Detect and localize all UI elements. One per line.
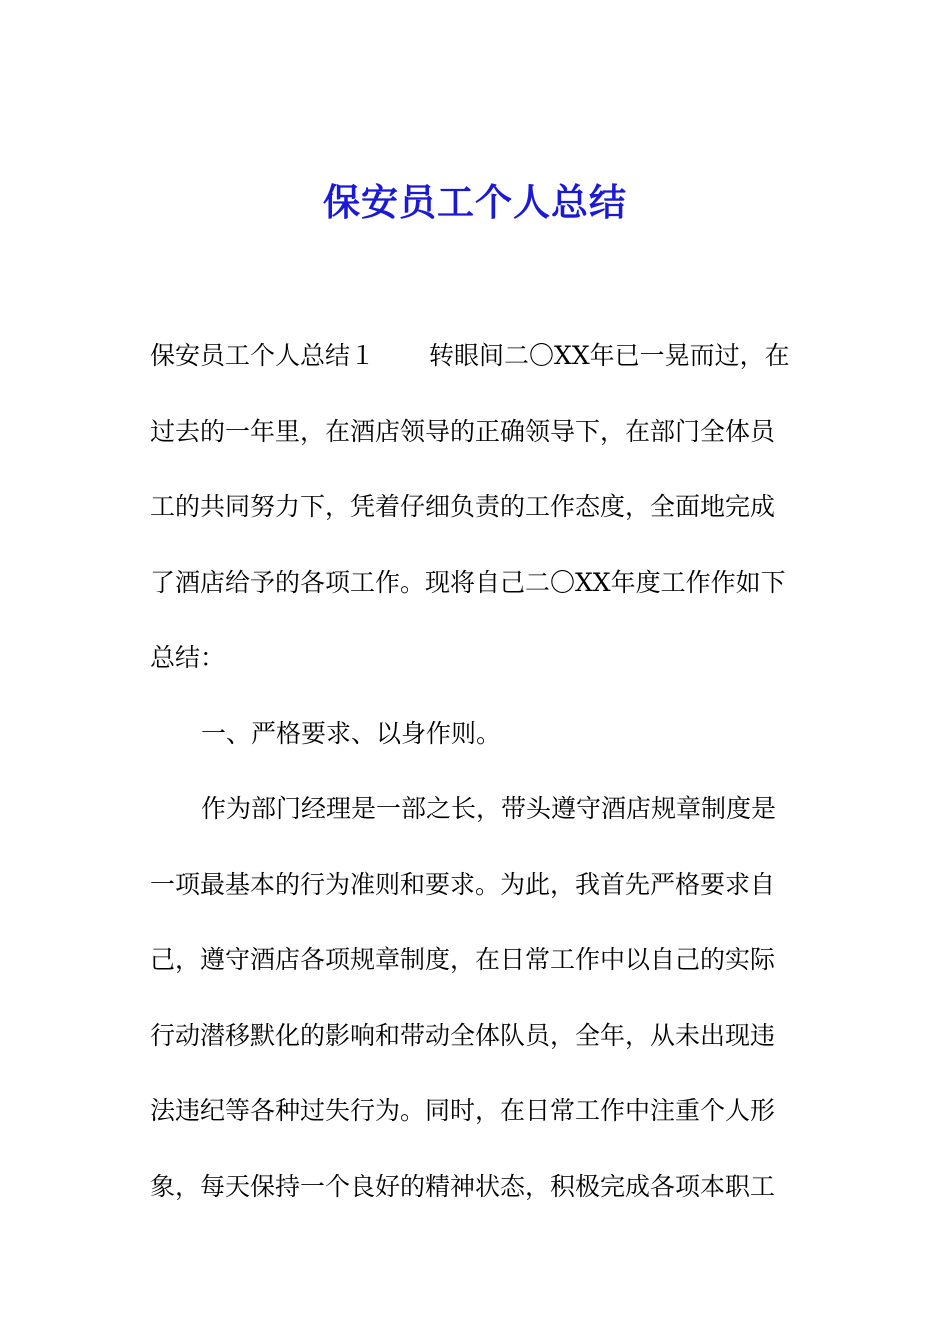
text-line: 作为部门经理是一部之长，带头遵守酒店规章制度是: [201, 794, 777, 823]
paragraph-text: 转眼间二〇XX年已一晃而过，在: [429, 341, 790, 370]
text-line: [150, 318, 810, 394]
text-line: 了酒店给予的各项工作。现将自己二〇XX年度工作作如下: [150, 567, 786, 597]
text-line: 己，遵守酒店各项规章制度，在日常工作中以自己的实际: [150, 945, 776, 974]
subsection-heading: 一、严格要求、以身作则。: [201, 718, 502, 748]
document-body: [150, 318, 810, 1224]
text-line: 法违纪等各种过失行为。同时，在日常工作中注重个人形: [150, 1096, 776, 1125]
section-heading: 保安员工个人总结１: [150, 341, 376, 370]
text-line: 总结：: [150, 643, 226, 672]
text-line: 行动潜移默化的影响和带动全体队员，全年，从未出现违: [150, 1020, 776, 1050]
document-title: 保安员工个人总结: [323, 180, 627, 224]
text-line: 象，每天保持一个良好的精神状态，积极完成各项本职工: [150, 1171, 776, 1201]
text-line: 工的共同努力下，凭着仔细负责的工作态度，全面地完成: [150, 492, 776, 521]
text-line: 过去的一年里，在酒店领导的正确领导下，在部门全体员: [150, 416, 776, 446]
text-line: 一项最基本的行为准则和要求。为此，我首先严格要求自: [150, 869, 776, 899]
